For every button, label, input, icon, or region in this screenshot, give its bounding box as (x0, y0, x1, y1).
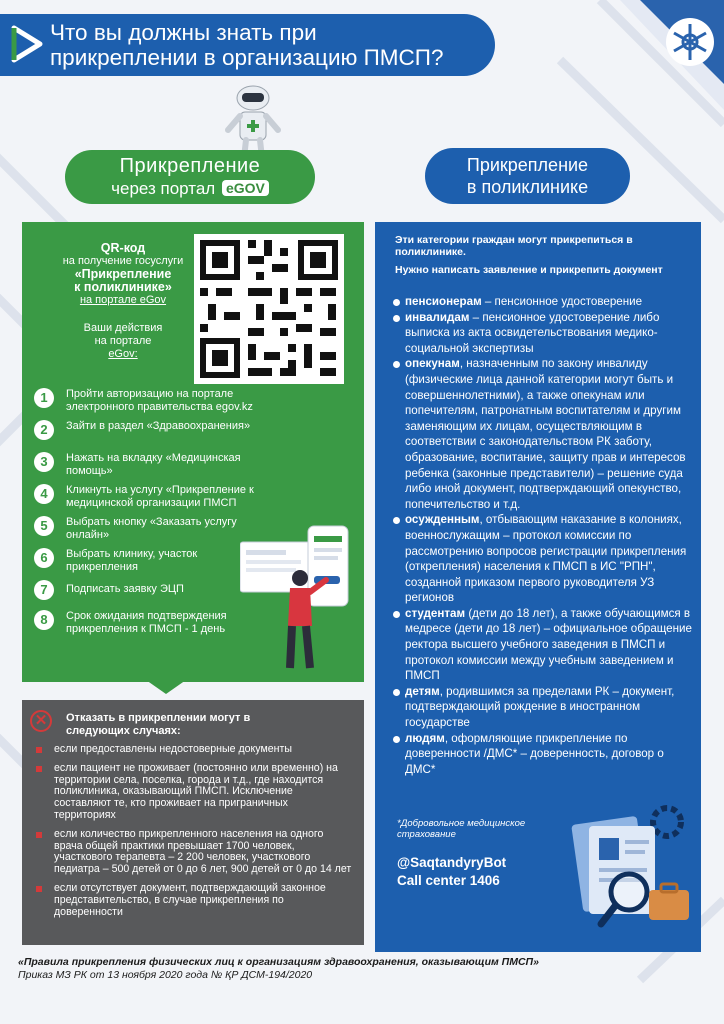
clinic-heading (425, 148, 630, 204)
list-item (393, 310, 693, 357)
clinic-heading-line-1: Прикрепление (466, 155, 589, 175)
step-number: 8 (34, 610, 54, 630)
title-line-2: прикреплении в организацию ПМСП? (50, 45, 444, 70)
clinic-intro-2: Нужно написать заявление и прикрепить документ (395, 264, 663, 276)
refusal-panel (22, 700, 364, 945)
step-number: 2 (34, 420, 54, 440)
title-line-1: Что вы должны знать при (50, 20, 317, 45)
category-name: опекунам (405, 357, 460, 371)
list-item (393, 512, 693, 606)
documents-magnifier-illustration (567, 800, 697, 940)
qr-code[interactable] (194, 234, 344, 384)
refusal-heading: Отказать в прикреплении могут в следующих случаях: (66, 712, 251, 737)
source-order: Приказ МЗ РК от 13 ноября 2020 года № ҚР ДСМ-194/2020 (18, 969, 313, 981)
qr-caption (48, 242, 198, 307)
category-name: студентам (405, 606, 466, 620)
list-item (393, 356, 693, 512)
list-item: если предоставлены недостоверные документы (36, 744, 352, 756)
page-title (50, 20, 490, 70)
actions-caption-3: eGov: (108, 348, 138, 360)
clinic-panel (375, 222, 701, 952)
category-name: пенсионерам (405, 295, 482, 308)
egov-panel (22, 222, 364, 682)
egov-heading-line-2: через портал (111, 179, 216, 198)
step-text: Выбрать кнопку «Заказать услугу онлайн» (66, 516, 237, 541)
close-icon: ✕ (30, 710, 52, 732)
category-text: , назначенным по закону инвалиду (физические лица данной категории могут быть и совершеннолетними), а также опекунам или попечителям, патронатным воспитателям и другим заменяющим их лицам, осуществляющим в соответствии с законодательством РК заботу, образование, воспитание, защиту прав и интересов ребенка (законные представители) – решение суда либо иной документ, подтверждающий опекунство, попечительство и т.д. (405, 357, 686, 511)
step-number: 1 (34, 388, 54, 408)
clinic-intro-1: Эти категории граждан могут прикрепиться в поликлинике. (395, 234, 633, 258)
category-name: детям (405, 684, 440, 698)
step-number: 5 (34, 516, 54, 536)
egov-heading-line-1: Прикрепление (119, 155, 261, 177)
qr-caption-1: QR-код (100, 241, 146, 255)
ministry-logo (600, 0, 724, 110)
egov-logo: eGOV (222, 180, 269, 196)
robot-illustration (218, 82, 288, 160)
egov-heading (65, 150, 315, 204)
actions-caption (68, 322, 178, 361)
category-text: , оформляющие прикрепление по доверенности /ДМС* – доверенность, договор о ДМС* (405, 731, 664, 776)
qr-caption-5: на портале eGov (79, 294, 167, 306)
category-name: людям (405, 731, 445, 745)
category-text: , отбывающим наказание в колониях, военнослужащим – протокол комиссии по рассмотрению вопросов регистрации прикрепления (открепления) населения к ПМСП в ИС "РПН", созданной приказом первого руководителя УЗ регионов (405, 513, 687, 605)
qr-caption-3: «Прикрепление (74, 267, 172, 281)
list-item (393, 294, 693, 310)
clinic-categories-list (393, 294, 693, 777)
category-name: осужденным (405, 513, 480, 527)
step-text: Пройти авторизацию на портале электронного правительства egov.kz (66, 388, 253, 413)
list-item: если количество прикрепленного населения на одного врача общей практики превышает 1700 человек, участкового терапевта – 2 200 человек, участкового педиатра – 500 детей от 0 до 6 лет, 900 детей от 0 до 14 лет (36, 829, 352, 876)
list-item (393, 684, 693, 731)
category-name: инвалидам (405, 310, 470, 324)
step-text: Выбрать клинику, участок прикрепления (66, 548, 198, 573)
clinic-heading-line-2: в поликлинике (466, 177, 589, 197)
category-text: – пенсионное удостоверение (481, 295, 643, 308)
footnote: *Добровольное медицинское страхование (397, 818, 526, 840)
egov-panel-arrow (146, 680, 186, 694)
actions-caption-1: Ваши действия (83, 322, 163, 334)
list-item (393, 731, 693, 778)
step-text: Зайти в раздел «Здравоохранения» (66, 420, 251, 432)
list-item: если пациент не проживает (постоянно или временно) на территории села, поселка, города и т.д., где находится поликлиника, оказывающий ПМСП. Исключение составляют те, кто проживает на приграничных территориях (36, 763, 352, 822)
category-text: , родившимся за пределами РК – документ, подтверждающий рождение в иностранном государстве (405, 684, 675, 730)
step-number: 6 (34, 548, 54, 568)
step-text: Нажать на вкладку «Медицинская помощь» (66, 452, 241, 477)
step-number: 3 (34, 452, 54, 472)
list-item (393, 606, 693, 684)
qr-caption-2: на получение госуслуги (62, 255, 184, 267)
category-text: – пенсионное удостоверение либо выписка из акта освидетельствования медико-социальной экспертизы (405, 310, 660, 355)
qr-caption-4: к поликлинике» (74, 280, 172, 294)
step-text: Срок ожидания подтверждения прикрепления к ПМСП - 1 день (66, 610, 227, 635)
source-reference (18, 956, 708, 982)
actions-caption-2: на портале (94, 335, 152, 347)
step-number: 7 (34, 580, 54, 600)
category-text: (дети до 18 лет), а также обучающимся в медресе (дети до 18 лет) – официальное обращение ректора высшего учебного заведения в ПМСП и протокол комиссии между учебным заведением и ПМСП (405, 606, 692, 683)
telegram-bot-link[interactable]: @SaqtandyryBot (397, 855, 507, 870)
step-text: Кликнуть на услугу «Прикрепление к медицинской организации ПМСП (66, 484, 254, 509)
play-arrow-icon (10, 24, 44, 64)
refusal-list (36, 744, 352, 925)
call-center: Call center 1406 (397, 873, 500, 888)
step-number: 4 (34, 484, 54, 504)
step-text: Подписать заявку ЭЦП (66, 583, 184, 595)
source-title: «Правила прикрепления физических лиц к организациям здравоохранения, оказывающим ПМСП» (18, 956, 539, 968)
person-with-screens-illustration (240, 522, 355, 672)
list-item: если отсутствует документ, подтверждающий законное представительство, в случае прикрепления по доверенности (36, 883, 352, 918)
